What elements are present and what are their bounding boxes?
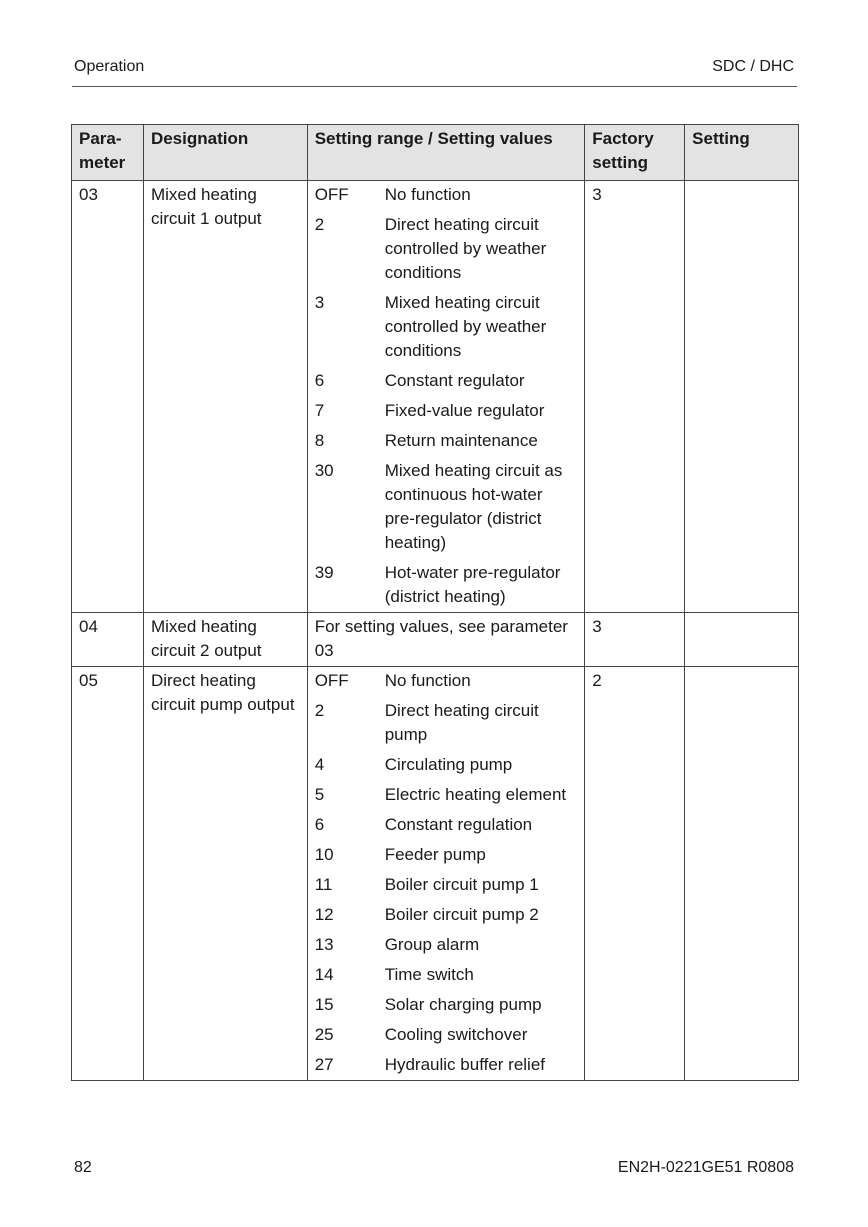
setting-option	[315, 903, 578, 927]
option-description: Solar charging pump	[384, 995, 542, 1014]
option-description: Constant regulation	[384, 815, 533, 834]
setting-option	[315, 213, 578, 285]
setting-option	[315, 873, 578, 897]
option-description: Hydraulic buffer relief	[384, 1055, 546, 1074]
setting-entry-cell	[685, 613, 799, 667]
option-code: 2	[314, 215, 325, 234]
header-section-title: Operation	[74, 58, 145, 75]
option-description: Mixed heating circuit as continuous hot-water pre-regulator (district heating)	[384, 461, 563, 552]
param-code: 03	[72, 181, 144, 613]
setting-option	[315, 429, 578, 453]
option-code: 11	[314, 875, 333, 894]
option-description: Time switch	[384, 965, 474, 984]
setting-option	[315, 843, 578, 867]
option-code: 27	[314, 1055, 334, 1074]
setting-option	[315, 669, 578, 693]
option-code: OFF	[314, 185, 349, 204]
setting-option	[315, 813, 578, 837]
table-row	[72, 613, 799, 667]
option-code: 5	[314, 785, 325, 804]
setting-option	[315, 561, 578, 609]
header-divider	[72, 86, 797, 87]
setting-values	[307, 667, 585, 1081]
option-description: Return maintenance	[384, 431, 538, 450]
column-header-factory-setting: Factory setting	[585, 125, 685, 181]
option-description: No function	[384, 185, 471, 204]
option-code: 6	[314, 815, 325, 834]
table-row	[72, 181, 799, 613]
option-description: Group alarm	[384, 935, 480, 954]
header-product-name: SDC / DHC	[712, 58, 794, 75]
option-code: 39	[314, 563, 334, 582]
setting-option	[315, 963, 578, 987]
setting-option	[315, 399, 578, 423]
option-code: 15	[314, 995, 334, 1014]
option-description: Fixed-value regulator	[384, 401, 545, 420]
option-description: Circulating pump	[384, 755, 513, 774]
setting-option	[315, 933, 578, 957]
setting-option	[315, 699, 578, 747]
setting-values-note: For setting values, see parameter 03	[307, 613, 585, 667]
option-code: 14	[314, 965, 334, 984]
param-designation: Mixed heating circuit 2 output	[143, 613, 307, 667]
setting-option	[315, 993, 578, 1017]
setting-option	[315, 183, 578, 207]
option-description: Feeder pump	[384, 845, 486, 864]
option-description: Cooling switchover	[384, 1025, 528, 1044]
setting-option	[315, 1053, 578, 1077]
table-row	[72, 667, 799, 1081]
setting-option	[315, 459, 578, 555]
column-header-designation: Designation	[143, 125, 307, 181]
factory-setting-value: 3	[585, 613, 685, 667]
param-designation: Mixed heating circuit 1 output	[143, 181, 307, 613]
setting-option	[315, 753, 578, 777]
option-code: 2	[314, 701, 325, 720]
param-designation: Direct heating circuit pump output	[143, 667, 307, 1081]
column-header-parameter-text: Para- meter	[79, 129, 126, 172]
option-description: Hot-water pre-regulator (district heating)	[384, 563, 561, 606]
column-header-setting: Setting	[685, 125, 799, 181]
setting-values	[307, 181, 585, 613]
column-header-setting-range: Setting range / Setting values	[307, 125, 585, 181]
option-description: Mixed heating circuit controlled by weather conditions	[384, 293, 547, 360]
page-number: 82	[74, 1159, 92, 1176]
setting-entry-cell	[685, 181, 799, 613]
option-description: Direct heating circuit pump	[384, 701, 539, 744]
option-code: OFF	[314, 671, 349, 690]
option-code: 30	[314, 461, 334, 480]
setting-option	[315, 1023, 578, 1047]
option-code: 3	[314, 293, 325, 312]
setting-option	[315, 291, 578, 363]
setting-option	[315, 783, 578, 807]
setting-option	[315, 369, 578, 393]
option-code: 4	[314, 755, 325, 774]
option-description: Boiler circuit pump 2	[384, 905, 539, 924]
table-header-row	[72, 125, 799, 181]
option-code: 8	[314, 431, 325, 450]
document-code: EN2H-0221GE51 R0808	[617, 1159, 794, 1176]
setting-entry-cell	[685, 667, 799, 1081]
option-description: Constant regulator	[384, 371, 525, 390]
option-description: Electric heating element	[384, 785, 567, 804]
option-code: 7	[314, 401, 325, 420]
option-description: Direct heating circuit controlled by weather conditions	[384, 215, 547, 282]
option-code: 25	[314, 1025, 334, 1044]
option-description: Boiler circuit pump 1	[384, 875, 539, 894]
option-code: 10	[314, 845, 334, 864]
option-code: 12	[314, 905, 334, 924]
column-header-parameter	[72, 125, 144, 181]
parameter-table	[71, 124, 799, 1081]
option-description: No function	[384, 671, 471, 690]
option-code: 13	[314, 935, 334, 954]
param-code: 04	[72, 613, 144, 667]
factory-setting-value: 3	[585, 181, 685, 613]
option-code: 6	[314, 371, 325, 390]
factory-setting-value: 2	[585, 667, 685, 1081]
param-code: 05	[72, 667, 144, 1081]
